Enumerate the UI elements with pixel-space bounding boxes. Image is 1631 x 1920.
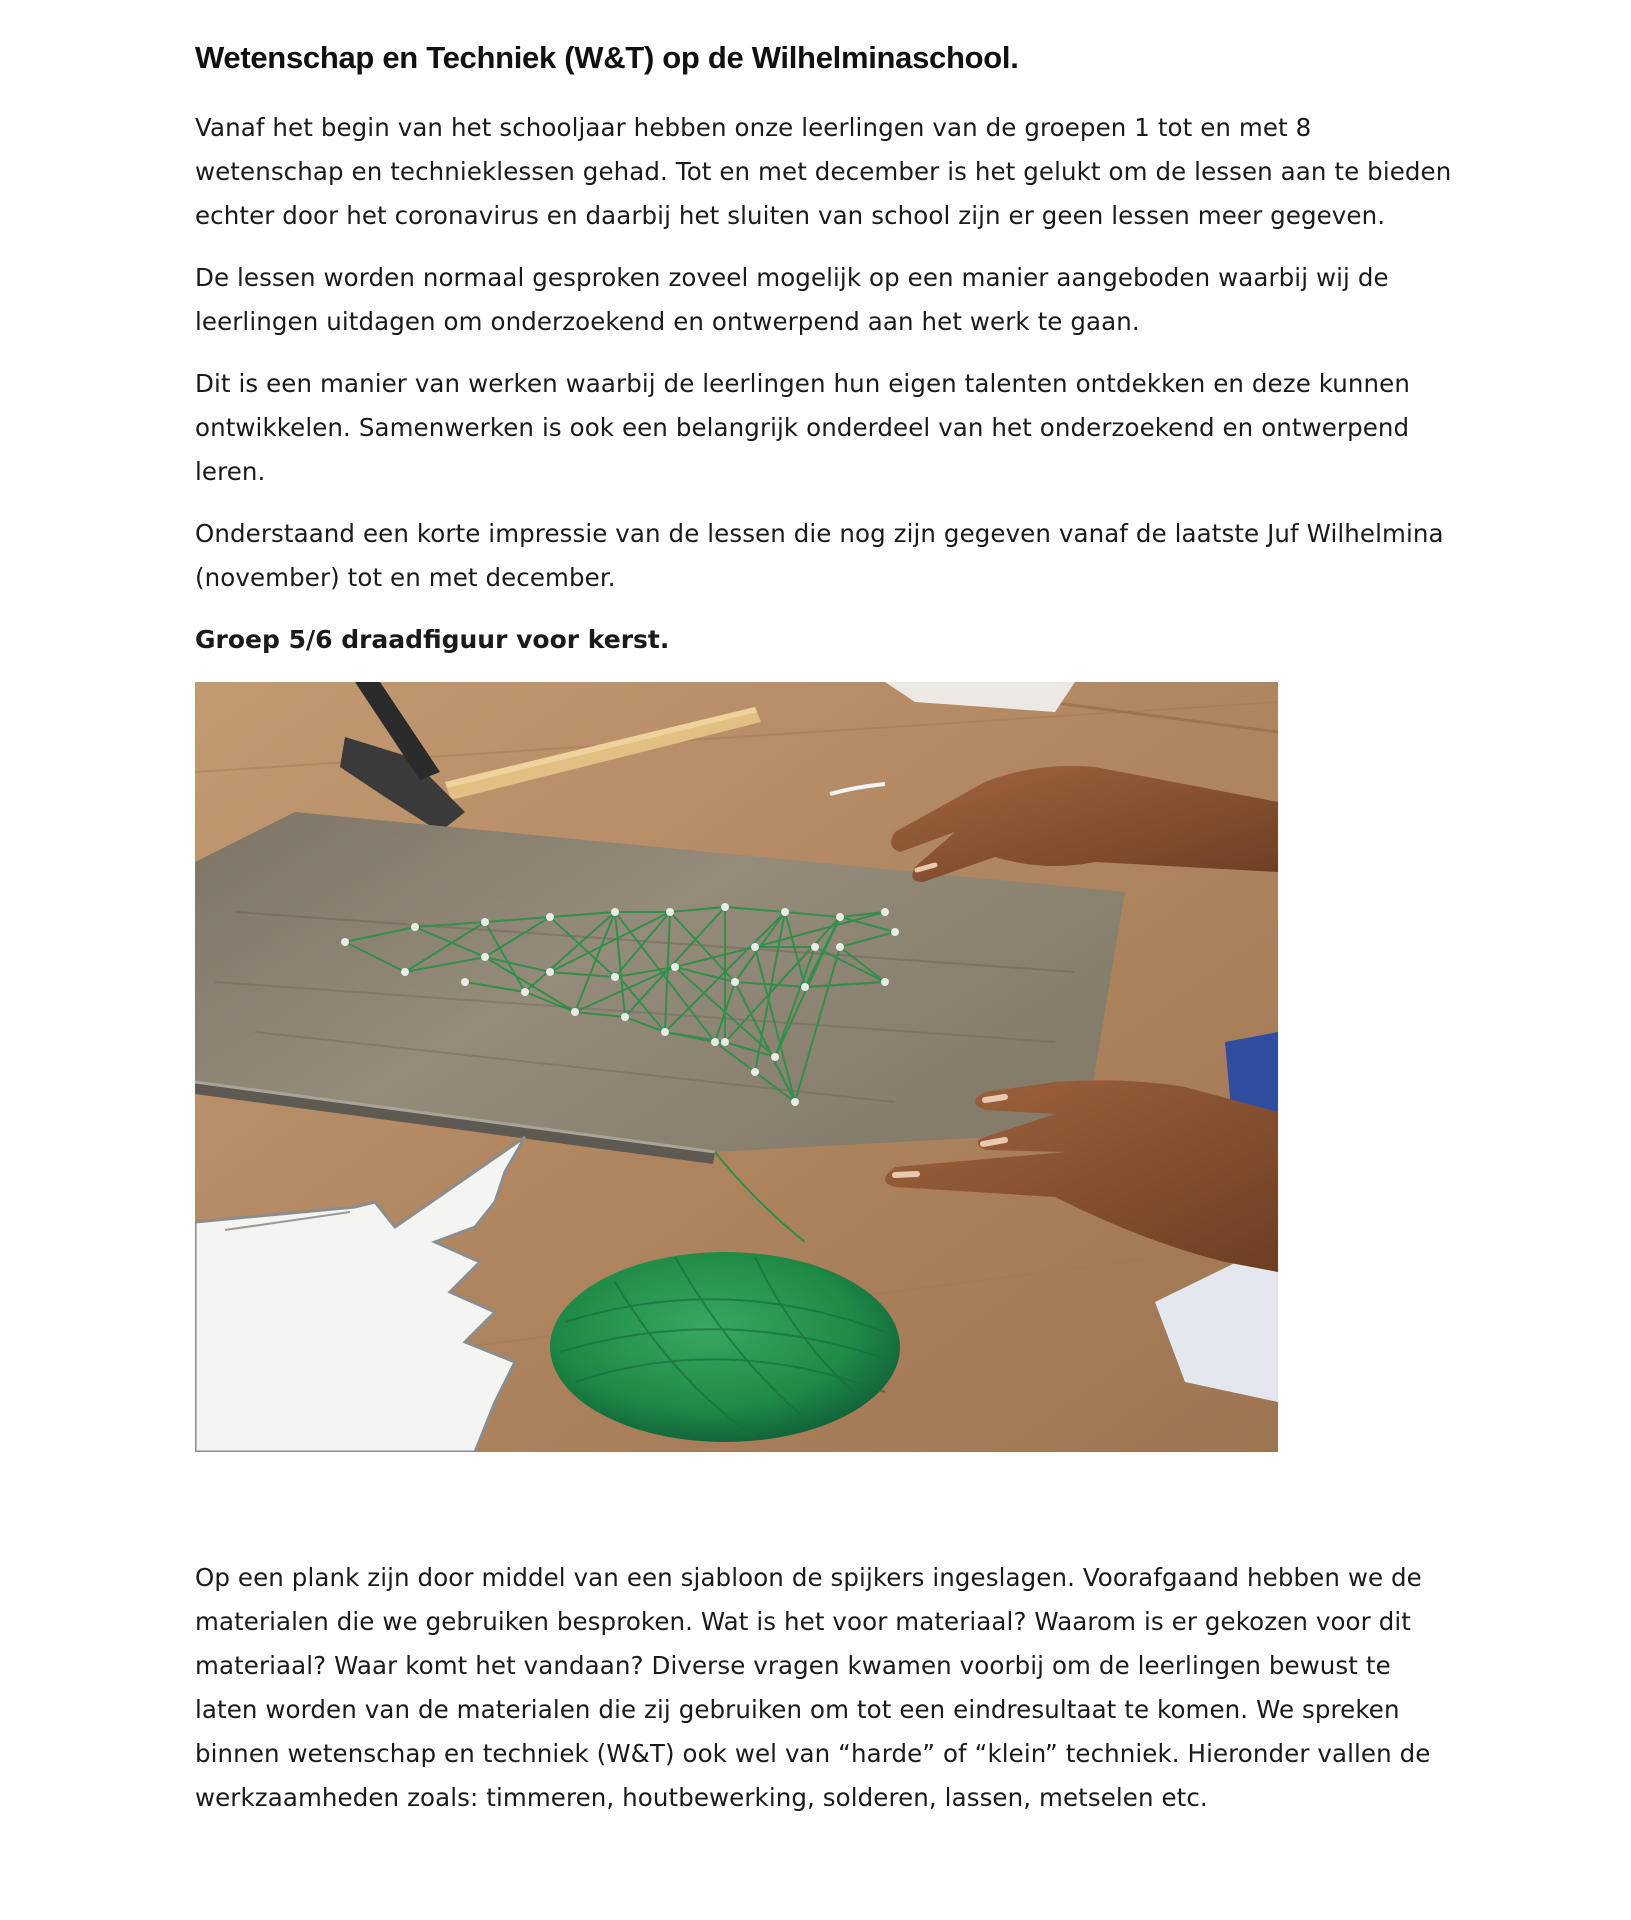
method-paragraph: De lessen worden normaal gesproken zoveel mogelijk op een manier aangeboden waarbij wij de leerlingen uitdagen om onderzoekend en ontwerpend aan het werk te gaan. <box>195 263 1389 336</box>
talents-paragraph: Dit is een manier van werken waarbij de leerlingen hun eigen talenten ontdekken en deze kunnen ontwikkelen. Samenwerken is ook een belangrijk onderdeel van het onderzoekend en ontwerpend leren. <box>195 369 1410 486</box>
document-title: Wetenschap en Techniek (W&T) op de Wilhelminaschool. <box>195 40 1019 75</box>
closing-paragraph: Op een plank zijn door middel van een sjabloon de spijkers ingeslagen. Voorafgaand hebben we de materialen die we gebruiken besproken. Wat is het voor materiaal? Waarom is er gekozen voor dit materiaal? Waar komt het vandaan? Diverse vragen kwamen voorbij om de leerlingen bewust te laten worden van de materialen die zij gebruiken om tot een eindresultaat te komen. We spreken binnen wetenschap en techniek (W&T) ook wel van “harde” of “klein” techniek. Hieronder vallen de werkzaamheden zoals: timmeren, houtbewerking, solderen, lassen, metselen etc. <box>195 1563 1431 1812</box>
impression-paragraph: Onderstaand een korte impressie van de lessen die nog zijn gegeven vanaf de laatste Juf Wilhelmina (november) tot en met december. <box>195 519 1444 592</box>
document-page <box>195 36 1455 1838</box>
intro-paragraph: Vanaf het begin van het schooljaar hebben onze leerlingen van de groepen 1 tot en met 8 wetenschap en technieklessen gehad. Tot en met december is het gelukt om de lessen aan te bieden echter door het coronavirus en daarbij het sluiten van school zijn er geen lessen meer gegeven. <box>195 113 1452 230</box>
string-art-photo <box>195 682 1278 1452</box>
section-heading: Groep 5/6 draadfiguur voor kerst. <box>195 625 670 654</box>
